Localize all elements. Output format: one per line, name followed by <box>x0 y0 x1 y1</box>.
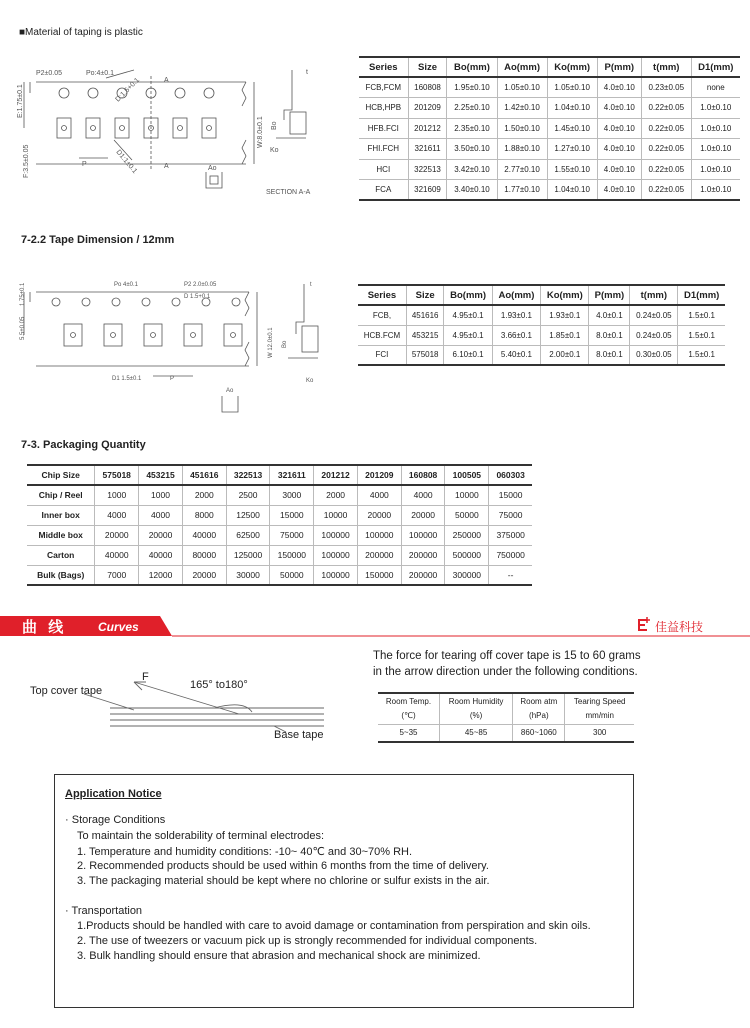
table-cell: 201209 <box>408 98 447 119</box>
label-angle: 165° to180° <box>190 679 248 691</box>
table-cell: 2000 <box>314 485 358 505</box>
table-cell: 200000 <box>401 545 445 565</box>
table-cell: FCB, <box>358 305 406 325</box>
table-cell: Inner box <box>27 505 95 525</box>
table-cell: 8.0±0.1 <box>589 325 630 345</box>
table-cell: 100000 <box>357 525 401 545</box>
table-cell: 7000 <box>95 565 139 585</box>
table-row <box>27 525 532 545</box>
table-row <box>359 180 740 201</box>
table-cell: 75000 <box>489 505 532 525</box>
condition-header: Tearing Speed mm/min <box>565 693 634 725</box>
col-header: 322513 <box>226 465 270 485</box>
table-cell: 575018 <box>406 345 443 365</box>
table-cell: 1.0±0.10 <box>691 118 740 139</box>
table-cell: 4.0±0.10 <box>597 180 641 201</box>
table-cell: 1.77±0.10 <box>497 180 547 201</box>
table-cell: 4.0±0.10 <box>597 98 641 119</box>
col-header: P(mm) <box>597 57 641 77</box>
table-cell: 4.0±0.1 <box>589 305 630 325</box>
table-row <box>27 565 532 585</box>
table-cell: 1.5±0.1 <box>678 325 725 345</box>
table-cell: 3000 <box>270 485 314 505</box>
label-d: D 1.5+0.1 <box>184 294 211 300</box>
col-header: Ko(mm) <box>541 285 589 305</box>
tape-8mm-diagram <box>14 60 354 205</box>
label-ko: Ko <box>306 378 314 384</box>
table-cell: 2000 <box>182 485 226 505</box>
table-cell: 0.22±0.05 <box>641 159 691 180</box>
section-title-12mm: 7-2.2 Tape Dimension / 12mm <box>21 234 175 246</box>
table-row <box>358 305 725 325</box>
table-cell: 2.35±0.10 <box>447 118 497 139</box>
table-cell: 451616 <box>406 305 443 325</box>
label-bo: Bo <box>282 340 288 348</box>
table-cell: 50000 <box>445 505 489 525</box>
table-cell: 12000 <box>139 565 183 585</box>
col-header: Ao(mm) <box>492 285 540 305</box>
table-row <box>27 505 532 525</box>
table-cell: HCB,HPB <box>359 98 408 119</box>
table-cell: 8.0±0.1 <box>589 345 630 365</box>
table-cell: HFB.FCI <box>359 118 408 139</box>
table-cell: 6.10±0.1 <box>444 345 492 365</box>
table-cell: 4.0±0.10 <box>597 159 641 180</box>
label-po: Po:4±0.1 <box>86 70 114 77</box>
col-header: 453215 <box>139 465 183 485</box>
table-row <box>27 485 532 505</box>
table-cell: 250000 <box>445 525 489 545</box>
table-cell: 1.45±0.10 <box>547 118 597 139</box>
col-header: 201209 <box>357 465 401 485</box>
table-cell: 100000 <box>314 545 358 565</box>
table-cell: 100000 <box>314 565 358 585</box>
table-cell: 1.5±0.1 <box>678 345 725 365</box>
table-cell: 80000 <box>182 545 226 565</box>
table-cell: 453215 <box>406 325 443 345</box>
label-p: P <box>82 161 87 168</box>
table-cell: 1.05±0.10 <box>497 77 547 98</box>
tearing-force-description <box>373 648 641 680</box>
col-header: Chip Size <box>27 465 95 485</box>
condition-value: 860~1060 <box>513 725 565 743</box>
table-row <box>358 325 725 345</box>
table-cell: 1.05±0.10 <box>547 77 597 98</box>
label-f: F:3.5±0.05 <box>23 144 30 178</box>
table-cell: 1.50±0.10 <box>497 118 547 139</box>
label-t: t <box>310 282 312 288</box>
table-cell: 12500 <box>226 505 270 525</box>
table-cell: 75000 <box>270 525 314 545</box>
storage-heading: · Storage Conditions <box>65 814 166 826</box>
table-cell: 8000 <box>182 505 226 525</box>
brand-name: 佳益科技 <box>655 620 704 634</box>
table-row <box>358 345 725 365</box>
table-cell: 4.0±0.10 <box>597 139 641 160</box>
table-cell: 1.0±0.10 <box>691 180 740 201</box>
condition-header: Room atm (hPa) <box>513 693 565 725</box>
table-cell: 1.5±0.1 <box>678 305 725 325</box>
label-po: Po 4±0.1 <box>114 282 138 288</box>
table-row <box>359 139 740 160</box>
label-top-cover-tape: Top cover tape <box>30 685 103 697</box>
table-cell: 1.0±0.10 <box>691 159 740 180</box>
table-cell: 321611 <box>408 139 447 160</box>
table-cell: none <box>691 77 740 98</box>
table-cell: 15000 <box>270 505 314 525</box>
col-header: P(mm) <box>589 285 630 305</box>
table-cell: 160808 <box>408 77 447 98</box>
condition-value: 5~35 <box>399 728 418 737</box>
label-ao: Ao <box>226 388 234 394</box>
description-line: in the arrow direction under the following conditions. <box>373 666 638 678</box>
transport-heading: · Transportation <box>65 905 143 917</box>
transport-item: 2. The use of tweezers or vacuum pick up is strongly recommended for individual components. <box>77 935 538 947</box>
label-a-bottom: A <box>164 163 169 170</box>
table-cell: 1.93±0.1 <box>492 305 540 325</box>
table-cell: 3.40±0.10 <box>447 180 497 201</box>
table-cell: 4.95±0.1 <box>444 305 492 325</box>
table-row <box>359 77 740 98</box>
curves-title-cn: 曲 线 <box>22 618 67 636</box>
col-header: Size <box>408 57 447 77</box>
table-cell: 375000 <box>489 525 532 545</box>
label-p: P <box>170 376 175 382</box>
col-header: 100505 <box>445 465 489 485</box>
conditions-table <box>378 692 634 743</box>
table-cell: FHI.FCH <box>359 139 408 160</box>
section-title-packaging: 7-3. Packaging Quantity <box>21 439 146 451</box>
table-cell: 15000 <box>489 485 532 505</box>
condition-value: 300 <box>565 725 634 743</box>
table-cell: 100000 <box>314 525 358 545</box>
table-cell: 0.22±0.05 <box>641 98 691 119</box>
label-ko: Ko <box>270 147 279 154</box>
label-e: E:1.75±0.1 <box>17 84 24 118</box>
transport-item: 3. Bulk handling should ensure that abrasion and mechanical shock are minimized. <box>77 950 481 962</box>
table-cell: 1.95±0.10 <box>447 77 497 98</box>
table-cell: 2.00±0.1 <box>541 345 589 365</box>
table-cell: 3.66±0.1 <box>492 325 540 345</box>
table-cell: 0.23±0.05 <box>641 77 691 98</box>
table-row <box>359 159 740 180</box>
table-cell: 10000 <box>445 485 489 505</box>
table-cell: 1.55±0.10 <box>547 159 597 180</box>
storage-intro: To maintain the solderability of terminal electrodes: <box>77 830 325 842</box>
table-cell: HCI <box>359 159 408 180</box>
label-p2: P2 2.0±0.05 <box>184 282 217 288</box>
table-cell: 4.95±0.1 <box>444 325 492 345</box>
curves-title-en: Curves <box>98 620 139 634</box>
col-header: 321611 <box>270 465 314 485</box>
table-cell: 0.24±0.05 <box>630 325 678 345</box>
table-cell: Bulk (Bags) <box>27 565 95 585</box>
transport-item: 1.Products should be handled with care to avoid damage or contamination from perspiration and skin oils. <box>77 920 591 932</box>
table-cell: 150000 <box>357 565 401 585</box>
table-cell: 40000 <box>182 525 226 545</box>
table-cell: 1.42±0.10 <box>497 98 547 119</box>
condition-value: 45~85 <box>439 725 512 743</box>
label-section: SECTION A-A <box>266 189 311 196</box>
brand-logo-icon <box>636 617 650 633</box>
table-cell: 4.0±0.10 <box>597 77 641 98</box>
table-cell: 1.04±0.10 <box>547 180 597 201</box>
label-f: 5.5±0.05 <box>20 316 26 340</box>
table-cell: 2.77±0.10 <box>497 159 547 180</box>
table-cell: 100000 <box>401 525 445 545</box>
table-cell: 4000 <box>95 505 139 525</box>
table-cell: 3.42±0.10 <box>447 159 497 180</box>
table-cell: 125000 <box>226 545 270 565</box>
table-cell: 4000 <box>139 505 183 525</box>
label-p2: P2±0.05 <box>36 70 63 77</box>
col-header: D1(mm) <box>691 57 740 77</box>
col-header: Series <box>359 57 408 77</box>
table-cell: 0.30±0.05 <box>630 345 678 365</box>
label-base-tape: Base tape <box>274 729 324 741</box>
table-cell: 5.40±0.1 <box>492 345 540 365</box>
table-cell: 20000 <box>95 525 139 545</box>
tape-12mm-diagram <box>14 278 354 418</box>
table-cell: 0.22±0.05 <box>641 180 691 201</box>
table-cell: 30000 <box>226 565 270 585</box>
table-cell: 1000 <box>139 485 183 505</box>
col-header: 060303 <box>489 465 532 485</box>
label-d1: D1 1.5±0.1 <box>112 376 142 382</box>
description-line: The force for tearing off cover tape is 15 to 60 grams <box>373 650 641 662</box>
label-force: F <box>142 671 149 683</box>
storage-item: 2. Recommended products should be used within 6 months from the time of delivery. <box>77 860 489 872</box>
table-cell: 321609 <box>408 180 447 201</box>
table-cell: 1.88±0.10 <box>497 139 547 160</box>
condition-header: Room Humidity (%) <box>439 693 512 725</box>
table-cell: 200000 <box>357 545 401 565</box>
application-notice-box <box>54 774 634 1008</box>
storage-item: 3. The packaging material should be kept where no chlorine or sulfur exists in the air. <box>77 875 490 887</box>
table-cell: 20000 <box>182 565 226 585</box>
table-cell: 40000 <box>139 545 183 565</box>
table-cell: 4000 <box>401 485 445 505</box>
table-cell: 1.04±0.10 <box>547 98 597 119</box>
table-cell: FCA <box>359 180 408 201</box>
material-note: ■Material of taping is plastic <box>19 27 143 38</box>
col-header: 451616 <box>182 465 226 485</box>
col-header: Bo(mm) <box>444 285 492 305</box>
table-cell: FCI <box>358 345 406 365</box>
storage-item: 1. Temperature and humidity conditions: -10~ 40℃ and 30~70% RH. <box>77 846 413 858</box>
table-cell: 1.93±0.1 <box>541 305 589 325</box>
label-a-top: A <box>164 77 169 84</box>
table-cell: 2500 <box>226 485 270 505</box>
packaging-quantity-table <box>27 464 532 586</box>
label-w: W 12.0±0.1 <box>268 327 274 358</box>
notice-title: Application Notice <box>65 788 162 800</box>
tape-12mm-table <box>358 284 725 366</box>
table-cell: 500000 <box>445 545 489 565</box>
table-cell: Chip / Reel <box>27 485 95 505</box>
col-header: Size <box>406 285 443 305</box>
table-cell: 322513 <box>408 159 447 180</box>
label-ao: Ao <box>208 165 217 172</box>
table-row <box>359 118 740 139</box>
table-cell: 150000 <box>270 545 314 565</box>
label-t: t <box>306 69 308 76</box>
table-row <box>27 545 532 565</box>
table-cell: 201212 <box>408 118 447 139</box>
label-d: D:1.5+0.1 <box>114 76 142 104</box>
table-cell: 750000 <box>489 545 532 565</box>
col-header: Ao(mm) <box>497 57 547 77</box>
condition-header: Room Temp. (℃) <box>385 697 432 720</box>
peel-diagram <box>24 664 354 750</box>
curves-banner <box>0 614 750 638</box>
table-cell: 4.0±0.10 <box>597 118 641 139</box>
table-cell: 0.22±0.05 <box>641 139 691 160</box>
col-header: 575018 <box>95 465 139 485</box>
table-cell: 1.27±0.10 <box>547 139 597 160</box>
table-cell: 40000 <box>95 545 139 565</box>
table-cell: 1.0±0.10 <box>691 139 740 160</box>
table-cell: 2.25±0.10 <box>447 98 497 119</box>
col-header: D1(mm) <box>678 285 725 305</box>
table-cell: 62500 <box>226 525 270 545</box>
table-cell: 0.22±0.05 <box>641 118 691 139</box>
table-cell: -- <box>489 565 532 585</box>
label-w: W:8.0±0.1 <box>257 116 264 148</box>
tape-8mm-table <box>359 56 740 201</box>
table-cell: 1.0±0.10 <box>691 98 740 119</box>
label-e: 1.75±0.1 <box>20 282 26 306</box>
table-row <box>359 98 740 119</box>
label-d1: D1:1±0.1 <box>114 148 139 176</box>
col-header: t(mm) <box>630 285 678 305</box>
table-cell: 0.24±0.05 <box>630 305 678 325</box>
table-cell: 300000 <box>445 565 489 585</box>
table-cell: 20000 <box>357 505 401 525</box>
table-cell: 10000 <box>314 505 358 525</box>
label-bo: Bo <box>271 121 278 130</box>
table-cell: 3.50±0.10 <box>447 139 497 160</box>
table-cell: 1000 <box>95 485 139 505</box>
col-header: Series <box>358 285 406 305</box>
col-header: Bo(mm) <box>447 57 497 77</box>
col-header: 160808 <box>401 465 445 485</box>
table-cell: Middle box <box>27 525 95 545</box>
table-cell: 200000 <box>401 565 445 585</box>
table-cell: HCB.FCM <box>358 325 406 345</box>
col-header: t(mm) <box>641 57 691 77</box>
table-cell: 20000 <box>401 505 445 525</box>
table-cell: 20000 <box>139 525 183 545</box>
table-cell: 1.85±0.1 <box>541 325 589 345</box>
table-cell: Carton <box>27 545 95 565</box>
table-cell: 4000 <box>357 485 401 505</box>
col-header: 201212 <box>314 465 358 485</box>
table-cell: FCB,FCM <box>359 77 408 98</box>
col-header: Ko(mm) <box>547 57 597 77</box>
table-cell: 50000 <box>270 565 314 585</box>
